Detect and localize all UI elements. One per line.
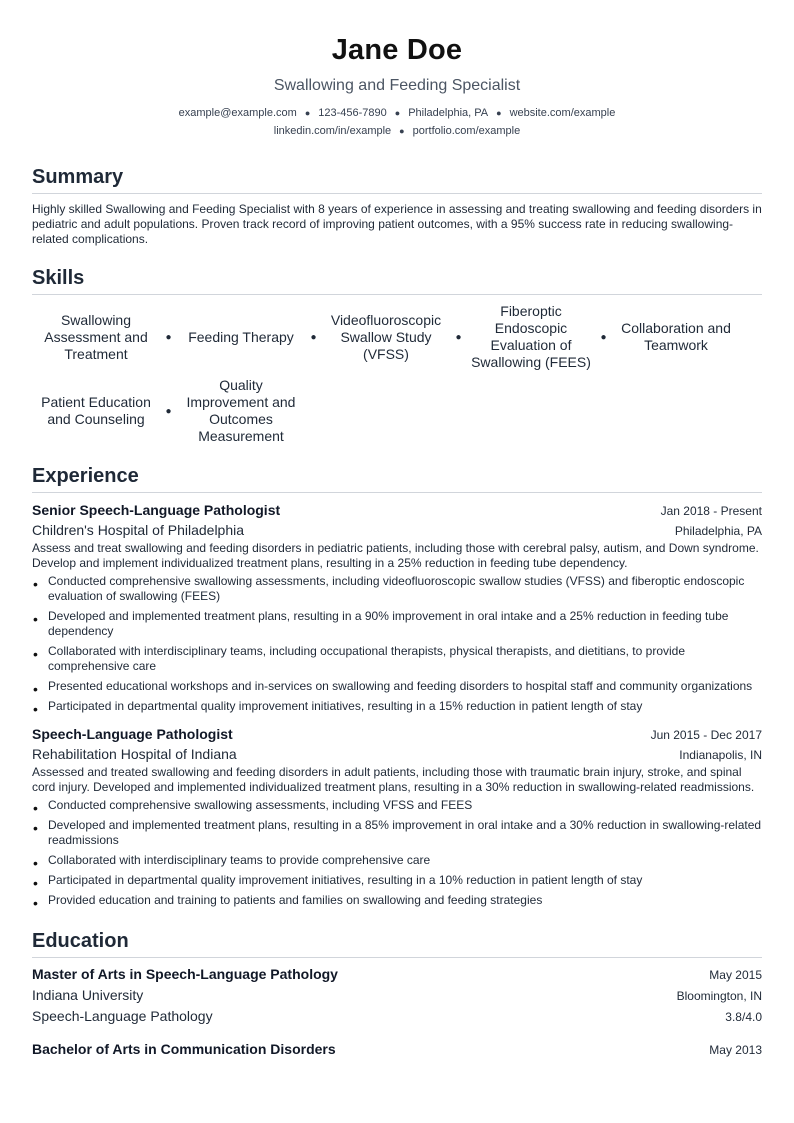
job-dates: Jan 2018 - Present [660, 504, 762, 518]
contact-website[interactable]: website.com/example [509, 107, 616, 119]
job-company: Children's Hospital of Philadelphia [32, 522, 245, 538]
edu-degree-row [32, 964, 762, 985]
job-description: Assess and treat swallowing and feeding disorders in pediatric patients, including those with cerebral palsy, autism, and Down syndrome. Develop and implement individualized treatment plans, resulting in a 25% reduction in feeding tube dependency. [32, 541, 759, 570]
skill-separator-dot: ● [600, 331, 607, 343]
summary-text: Highly skilled Swallowing and Feeding Specialist with 8 years of experience in assessing and treating swallowing and feeding disorders in pediatric and adult populations. Proven track record of improving patient outcomes, with a 95% success rate in reducing swallowing-related complications. [32, 202, 762, 246]
skill-separator-dot: ● [165, 331, 172, 343]
job-bullets [32, 574, 762, 714]
bullet-item: • Conducted comprehensive swallowing assessments, including VFSS and FEES [32, 798, 762, 813]
resume-header [32, 30, 762, 140]
bullet-item: • Participated in departmental quality improvement initiatives, resulting in a 15% reduction in patient length of stay [32, 699, 762, 714]
candidate-title: Swallowing and Feeding Specialist [273, 77, 521, 94]
separator-dot: ● [394, 108, 401, 118]
edu-field: Speech-Language Pathology [32, 1008, 213, 1024]
skill-separator-dot: ● [165, 405, 172, 417]
contact-info [32, 104, 762, 140]
job-title: Speech-Language Pathologist [32, 726, 233, 742]
edu-school: Indiana University [32, 987, 144, 1003]
skill-item: Feeding Therapy [188, 328, 294, 345]
skill-item: Swallowing Assessment and Treatment [44, 311, 148, 362]
bullet-item: • Conducted comprehensive swallowing assessments, including videofluoroscopic swallow studies (VFSS) and fiberoptic endoscopic evaluation of swallowing (FEES) [32, 574, 762, 604]
job-company-row [32, 520, 762, 541]
job-header-row [32, 724, 762, 744]
contact-line-1 [32, 104, 762, 122]
job-dates: Jun 2015 - Dec 2017 [650, 728, 762, 742]
edu-degree: Master of Arts in Speech-Language Pathology [32, 966, 338, 982]
skill-item: Fiberoptic Endoscopic Evaluation of Swallowing (FEES) [471, 303, 591, 370]
bullet-item: • Collaborated with interdisciplinary teams, including occupational therapists, physical therapists, and dietitians, to provide comprehensive care [32, 644, 762, 674]
skills-heading: Skills [32, 265, 762, 295]
education-entry [32, 1039, 762, 1060]
contact-location: Philadelphia, PA [408, 107, 489, 119]
job-description: Assessed and treated swallowing and feeding disorders in adult patients, including those with traumatic brain injury, stroke, and spinal cord injury. Developed and implemented individualized treatment plans, resulting in a 30% reduction in swallowing-related readmissions. [32, 765, 755, 794]
bullet-item: • Collaborated with interdisciplinary teams to provide comprehensive care [32, 853, 762, 868]
bullet-item: • Participated in departmental quality improvement initiatives, resulting in a 10% reduction in patient length of stay [32, 873, 762, 888]
resume-page [32, 30, 762, 1060]
skill-item: Videofluoroscopic Swallow Study (VFSS) [330, 311, 442, 362]
edu-gpa: 3.8/4.0 [725, 1010, 762, 1024]
separator-dot: ● [399, 126, 405, 136]
edu-date: May 2013 [709, 1043, 762, 1057]
edu-degree-row [32, 1039, 762, 1060]
edu-school-row [32, 985, 762, 1006]
bullet-item: • Developed and implemented treatment plans, resulting in a 85% improvement in oral intake and a 30% reduction in swallowing-related readmissions [32, 818, 762, 848]
experience-heading: Experience [32, 463, 762, 493]
skills-row-1 [32, 303, 762, 371]
job-header-row [32, 500, 762, 520]
job-title: Senior Speech-Language Pathologist [32, 502, 281, 518]
edu-location: Bloomington, IN [676, 989, 762, 1003]
skill-separator-dot: ● [310, 331, 317, 343]
education-entry [32, 964, 762, 1027]
experience-section [32, 463, 762, 908]
skills-section [32, 265, 762, 445]
contact-phone[interactable]: 123-456-7890 [318, 107, 387, 119]
separator-dot: ● [304, 108, 311, 118]
separator-dot: ● [496, 108, 502, 118]
bullet-item: • Presented educational workshops and in-services on swallowing and feeding disorders to hospital staff and community organizations [32, 679, 762, 694]
summary-heading: Summary [32, 164, 762, 194]
job-entry [32, 724, 762, 908]
skill-item: Collaboration and Teamwork [621, 320, 731, 353]
contact-linkedin[interactable]: linkedin.com/in/example [273, 125, 392, 137]
skill-item: Patient Education and Counseling [41, 394, 151, 427]
bullet-item: • Provided education and training to patients and families on swallowing and feeding strategies [32, 893, 762, 908]
job-location: Indianapolis, IN [679, 748, 762, 762]
skill-item: Quality Improvement and Outcomes Measurement [186, 377, 296, 444]
education-section [32, 928, 762, 1060]
edu-field-row [32, 1006, 762, 1027]
skill-separator-dot: ● [455, 331, 462, 343]
contact-portfolio[interactable]: portfolio.com/example [412, 125, 521, 137]
contact-email[interactable]: example@example.com [178, 107, 297, 119]
job-location: Philadelphia, PA [674, 524, 762, 538]
edu-degree: Bachelor of Arts in Communication Disorders [32, 1041, 336, 1057]
job-entry [32, 500, 762, 714]
summary-section [32, 164, 762, 247]
education-heading: Education [32, 928, 762, 958]
edu-date: May 2015 [709, 968, 762, 982]
job-bullets [32, 798, 762, 908]
contact-line-2 [32, 122, 762, 140]
skills-row-2 [32, 377, 762, 445]
job-company-row [32, 744, 762, 765]
bullet-item: • Developed and implemented treatment plans, resulting in a 90% improvement in oral intake and a 25% reduction in feeding tube dependency [32, 609, 762, 639]
job-company: Rehabilitation Hospital of Indiana [32, 746, 237, 762]
candidate-name: Jane Doe [331, 34, 463, 66]
